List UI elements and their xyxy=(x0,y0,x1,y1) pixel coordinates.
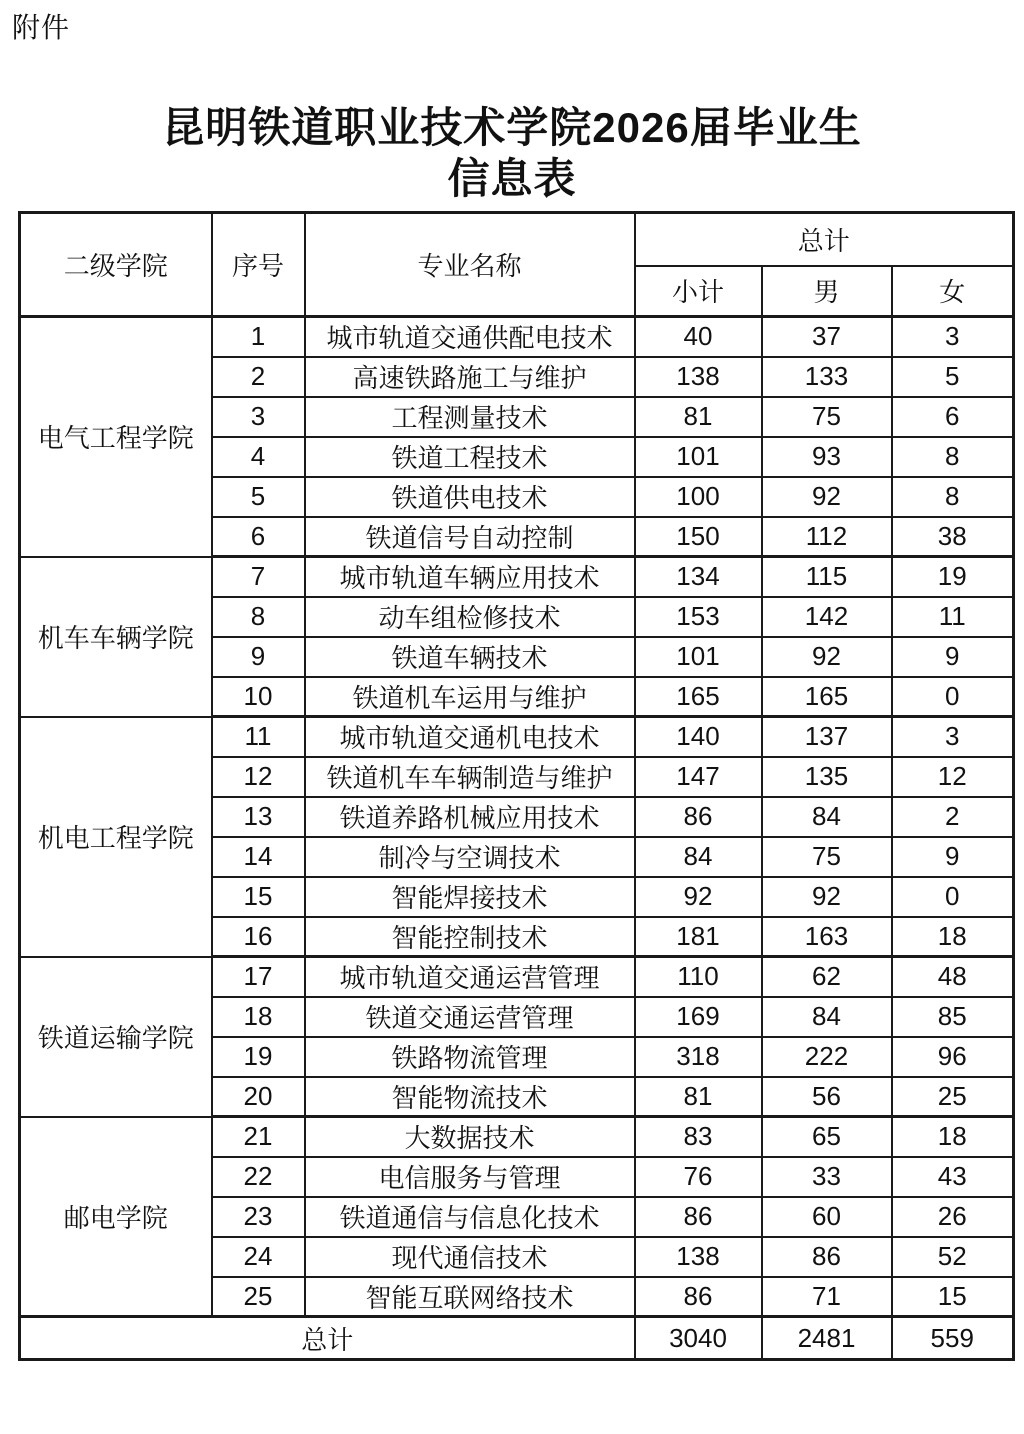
major-name: 智能焊接技术 xyxy=(305,877,635,917)
major-name: 铁道工程技术 xyxy=(305,437,635,477)
male-value: 75 xyxy=(762,397,892,437)
subtotal-value: 92 xyxy=(635,877,762,917)
college-name: 机车车辆学院 xyxy=(20,557,212,717)
row-number: 23 xyxy=(212,1197,305,1237)
row-number: 6 xyxy=(212,517,305,557)
header-female: 女 xyxy=(892,266,1014,317)
subtotal-value: 165 xyxy=(635,677,762,717)
header-index: 序号 xyxy=(212,213,305,317)
table-row xyxy=(20,1117,1014,1157)
row-number: 8 xyxy=(212,597,305,637)
subtotal-value: 169 xyxy=(635,997,762,1037)
subtotal-value: 150 xyxy=(635,517,762,557)
major-name: 智能互联网络技术 xyxy=(305,1277,635,1317)
female-value: 3 xyxy=(892,717,1014,757)
female-value: 48 xyxy=(892,957,1014,997)
male-value: 165 xyxy=(762,677,892,717)
female-value: 18 xyxy=(892,1117,1014,1157)
college-name: 铁道运输学院 xyxy=(20,957,212,1117)
female-value: 8 xyxy=(892,437,1014,477)
male-value: 142 xyxy=(762,597,892,637)
major-name: 高速铁路施工与维护 xyxy=(305,357,635,397)
row-number: 5 xyxy=(212,477,305,517)
female-value: 38 xyxy=(892,517,1014,557)
female-value: 0 xyxy=(892,877,1014,917)
subtotal-value: 40 xyxy=(635,317,762,357)
male-value: 137 xyxy=(762,717,892,757)
college-name: 机电工程学院 xyxy=(20,717,212,957)
row-number: 4 xyxy=(212,437,305,477)
major-name: 工程测量技术 xyxy=(305,397,635,437)
document-title-line1: 昆明铁道职业技术学院2026届毕业生 xyxy=(162,104,862,151)
row-number: 19 xyxy=(212,1037,305,1077)
male-value: 37 xyxy=(762,317,892,357)
subtotal-value: 81 xyxy=(635,1077,762,1117)
female-value: 25 xyxy=(892,1077,1014,1117)
female-value: 26 xyxy=(892,1197,1014,1237)
major-name: 现代通信技术 xyxy=(305,1237,635,1277)
female-value: 6 xyxy=(892,397,1014,437)
row-number: 15 xyxy=(212,877,305,917)
major-name: 铁路物流管理 xyxy=(305,1037,635,1077)
female-value: 5 xyxy=(892,357,1014,397)
row-number: 17 xyxy=(212,957,305,997)
total-label: 总计 xyxy=(20,1317,635,1360)
table-row xyxy=(20,317,1014,357)
document-title xyxy=(0,102,1024,204)
header-major: 专业名称 xyxy=(305,213,635,317)
total-female-value: 559 xyxy=(892,1317,1014,1360)
major-name: 铁道机车运用与维护 xyxy=(305,677,635,717)
female-value: 12 xyxy=(892,757,1014,797)
row-number: 25 xyxy=(212,1277,305,1317)
subtotal-value: 134 xyxy=(635,557,762,597)
major-name: 铁道车辆技术 xyxy=(305,637,635,677)
row-number: 22 xyxy=(212,1157,305,1197)
subtotal-value: 76 xyxy=(635,1157,762,1197)
row-number: 20 xyxy=(212,1077,305,1117)
male-value: 92 xyxy=(762,477,892,517)
male-value: 112 xyxy=(762,517,892,557)
female-value: 0 xyxy=(892,677,1014,717)
male-value: 56 xyxy=(762,1077,892,1117)
major-name: 智能控制技术 xyxy=(305,917,635,957)
row-number: 21 xyxy=(212,1117,305,1157)
male-value: 75 xyxy=(762,837,892,877)
subtotal-value: 101 xyxy=(635,437,762,477)
subtotal-value: 101 xyxy=(635,637,762,677)
female-value: 18 xyxy=(892,917,1014,957)
male-value: 92 xyxy=(762,637,892,677)
male-value: 93 xyxy=(762,437,892,477)
subtotal-value: 110 xyxy=(635,957,762,997)
major-name: 铁道信号自动控制 xyxy=(305,517,635,557)
major-name: 铁道交通运营管理 xyxy=(305,997,635,1037)
subtotal-value: 81 xyxy=(635,397,762,437)
row-number: 1 xyxy=(212,317,305,357)
row-number: 14 xyxy=(212,837,305,877)
major-name: 铁道机车车辆制造与维护 xyxy=(305,757,635,797)
male-value: 86 xyxy=(762,1237,892,1277)
subtotal-value: 84 xyxy=(635,837,762,877)
female-value: 19 xyxy=(892,557,1014,597)
total-male-value: 2481 xyxy=(762,1317,892,1360)
graduates-table xyxy=(18,211,1015,1361)
college-name: 邮电学院 xyxy=(20,1117,212,1317)
major-name: 铁道供电技术 xyxy=(305,477,635,517)
female-value: 2 xyxy=(892,797,1014,837)
male-value: 60 xyxy=(762,1197,892,1237)
subtotal-value: 100 xyxy=(635,477,762,517)
header-total-group: 总计 xyxy=(635,213,1014,266)
male-value: 65 xyxy=(762,1117,892,1157)
male-value: 92 xyxy=(762,877,892,917)
male-value: 135 xyxy=(762,757,892,797)
header-male: 男 xyxy=(762,266,892,317)
table-header xyxy=(20,213,1014,317)
subtotal-value: 138 xyxy=(635,357,762,397)
row-number: 12 xyxy=(212,757,305,797)
table-body xyxy=(20,317,1014,1317)
attachment-label: 附件 xyxy=(12,12,71,43)
row-number: 24 xyxy=(212,1237,305,1277)
total-row xyxy=(20,1317,1014,1360)
major-name: 城市轨道交通供配电技术 xyxy=(305,317,635,357)
college-name: 电气工程学院 xyxy=(20,317,212,557)
subtotal-value: 153 xyxy=(635,597,762,637)
table-row xyxy=(20,957,1014,997)
subtotal-value: 140 xyxy=(635,717,762,757)
document-title-line2: 信息表 xyxy=(447,155,577,202)
major-name: 铁道通信与信息化技术 xyxy=(305,1197,635,1237)
male-value: 33 xyxy=(762,1157,892,1197)
male-value: 222 xyxy=(762,1037,892,1077)
male-value: 163 xyxy=(762,917,892,957)
female-value: 15 xyxy=(892,1277,1014,1317)
subtotal-value: 86 xyxy=(635,1277,762,1317)
total-subtotal-value: 3040 xyxy=(635,1317,762,1360)
major-name: 大数据技术 xyxy=(305,1117,635,1157)
major-name: 动车组检修技术 xyxy=(305,597,635,637)
row-number: 9 xyxy=(212,637,305,677)
major-name: 铁道养路机械应用技术 xyxy=(305,797,635,837)
female-value: 8 xyxy=(892,477,1014,517)
table-footer xyxy=(20,1317,1014,1360)
major-name: 电信服务与管理 xyxy=(305,1157,635,1197)
row-number: 3 xyxy=(212,397,305,437)
row-number: 10 xyxy=(212,677,305,717)
major-name: 城市轨道交通机电技术 xyxy=(305,717,635,757)
male-value: 115 xyxy=(762,557,892,597)
female-value: 11 xyxy=(892,597,1014,637)
row-number: 13 xyxy=(212,797,305,837)
female-value: 43 xyxy=(892,1157,1014,1197)
subtotal-value: 138 xyxy=(635,1237,762,1277)
male-value: 62 xyxy=(762,957,892,997)
subtotal-value: 86 xyxy=(635,797,762,837)
subtotal-value: 83 xyxy=(635,1117,762,1157)
male-value: 84 xyxy=(762,797,892,837)
row-number: 7 xyxy=(212,557,305,597)
major-name: 智能物流技术 xyxy=(305,1077,635,1117)
female-value: 52 xyxy=(892,1237,1014,1277)
row-number: 2 xyxy=(212,357,305,397)
male-value: 84 xyxy=(762,997,892,1037)
header-college: 二级学院 xyxy=(20,213,212,317)
row-number: 16 xyxy=(212,917,305,957)
subtotal-value: 147 xyxy=(635,757,762,797)
table-row xyxy=(20,557,1014,597)
subtotal-value: 86 xyxy=(635,1197,762,1237)
female-value: 9 xyxy=(892,837,1014,877)
row-number: 11 xyxy=(212,717,305,757)
major-name: 制冷与空调技术 xyxy=(305,837,635,877)
row-number: 18 xyxy=(212,997,305,1037)
subtotal-value: 181 xyxy=(635,917,762,957)
female-value: 96 xyxy=(892,1037,1014,1077)
header-subtotal: 小计 xyxy=(635,266,762,317)
table-row xyxy=(20,717,1014,757)
major-name: 城市轨道车辆应用技术 xyxy=(305,557,635,597)
subtotal-value: 318 xyxy=(635,1037,762,1077)
major-name: 城市轨道交通运营管理 xyxy=(305,957,635,997)
female-value: 3 xyxy=(892,317,1014,357)
male-value: 133 xyxy=(762,357,892,397)
female-value: 9 xyxy=(892,637,1014,677)
male-value: 71 xyxy=(762,1277,892,1317)
female-value: 85 xyxy=(892,997,1014,1037)
header-row-top xyxy=(20,213,1014,266)
